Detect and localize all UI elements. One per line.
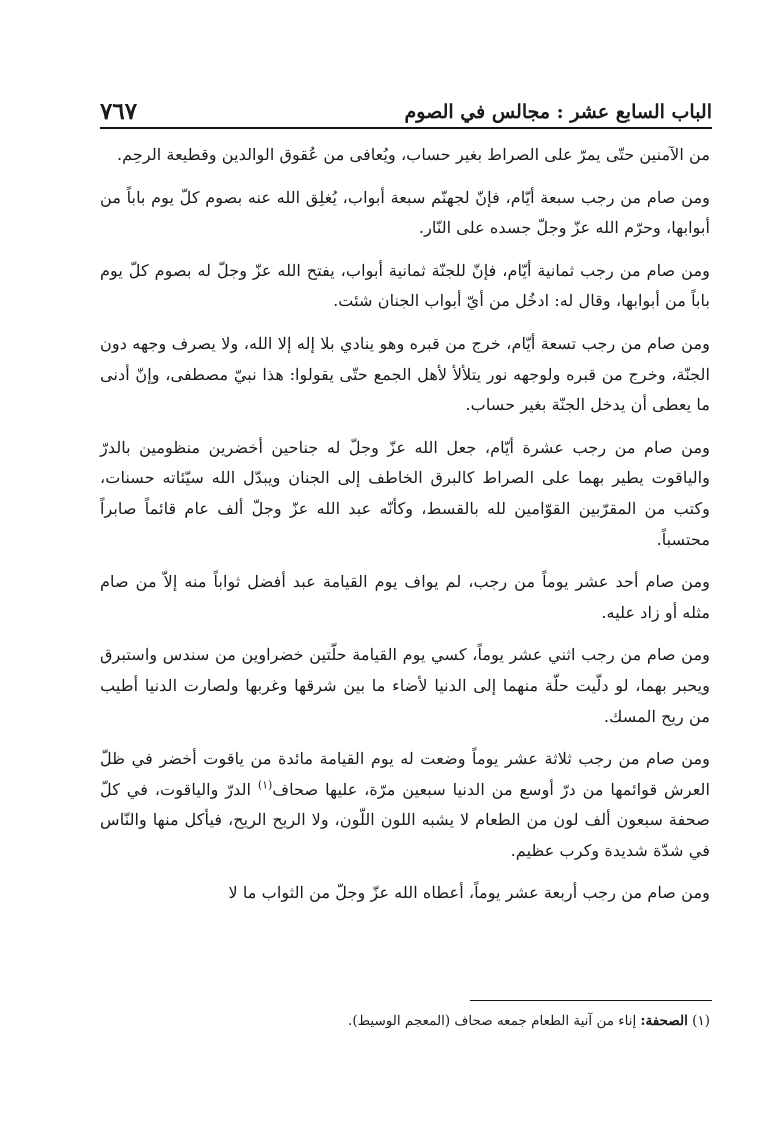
paragraph: ومن صام من رجب ثمانية أيّام، فإنّ للجنّة ثمانية أبواب، يفتح الله عزّ وجلّ له بصوم كلّ يوم باباً من أبوابها، وقال له: ادخُل من أيّ أبواب الجنان شئت. [100, 260, 710, 311]
footnote-number: (١) [692, 1013, 710, 1029]
footnote-term: الصحفة: [640, 1013, 688, 1029]
paragraph: ومن صام من رجب اثني عشر يوماً، كسي يوم القيامة حلّتين خضراوين من سندس واستبرق ويحبر بهما، لو دلّيت حلّة منهما إلى الدنيا لأضاء ما بين شرقها وغربها ولصارت الدنيا أطيب من ريح المسك. [100, 645, 710, 726]
footnote-reference[interactable]: (١) [257, 778, 273, 792]
header-rule [100, 127, 712, 129]
running-head: الباب السابع عشر : مجالس في الصوم [404, 101, 712, 124]
page-number: ٧٦٧ [100, 97, 138, 125]
paragraph: ومن صام من رجب تسعة أيّام، خرج من قبره وهو ينادي بلا إله إلا الله، ولا يصرف وجهه دون الجنّة، وخرج من قبره ولوجهه نور يتلألأ لأهل الجمع حتّى يقولوا: هذا نبيّ مصطفى، وإنّ أدنى ما يعطى أن يدخل الجنّة بغير حساب. [100, 333, 710, 415]
footnote-text: إناء من آنية الطعام جمعه صحاف (المعجم الوسيط). [348, 1013, 641, 1029]
footnote [100, 1010, 710, 1032]
page-header [100, 80, 712, 124]
paragraph: من الآمنين حتّى يمرّ على الصراط بغير حساب، ويُعافى من عُقوق الوالدين وقطيعة الرحِم. [116, 145, 710, 164]
body-text [100, 140, 710, 921]
paragraph-text-part: الدرّ والياقوت، في كلّ صحفة سبعون ألف لون من الطعام لا يشبه اللون اللّون، ولا الريح الريح، فيأكل منها والنّاس في شدّة شديدة وكرب عظيم. [100, 779, 710, 860]
footnote-separator [470, 1000, 712, 1001]
paragraph: ومن صام من رجب سبعة أيّام، فإنّ لجهنّم سبعة أبواب، يُغلِق الله عنه بصوم كلّ يوم باباً من أبوابها، وحرّم الله عزّ وجلّ جسده على النّار. [100, 187, 710, 238]
paragraph: ومن صام أحد عشر يوماً من رجب، لم يواف يوم القيامة عبد أفضل ثواباً منه إلاّ من صام مثله أو زاد عليه. [100, 572, 710, 622]
paragraph: ومن صام من رجب أربعة عشر يوماً، أعطاه الله عزّ وجلّ من الثواب ما لا [228, 883, 710, 903]
paragraph: ومن صام من رجب عشرة أيّام، جعل الله عزّ وجلّ له جناحين أخضرين منظومين بالدرّ والياقوت يطير بهما على الصراط كالبرق الخاطف إلى الجنان ويبدّل الله سيّئاته حسنات، وكتب من المقرّبين القوّامين لله بالقسط، وكأنّه عبد الله عزّ وجلّ ألف عام قائماً صابراً محتسباً. [100, 437, 710, 549]
paragraph-text-part: ومن صام من رجب ثلاثة عشر يوماً وضعت له يوم القيامة مائدة من ياقوت أخضر في ظلّ العرش قوائمها من درّ أوسع من الدنيا سبعين مرّة، عليها صحاف [100, 749, 710, 799]
paragraph-with-footnote [100, 744, 710, 866]
